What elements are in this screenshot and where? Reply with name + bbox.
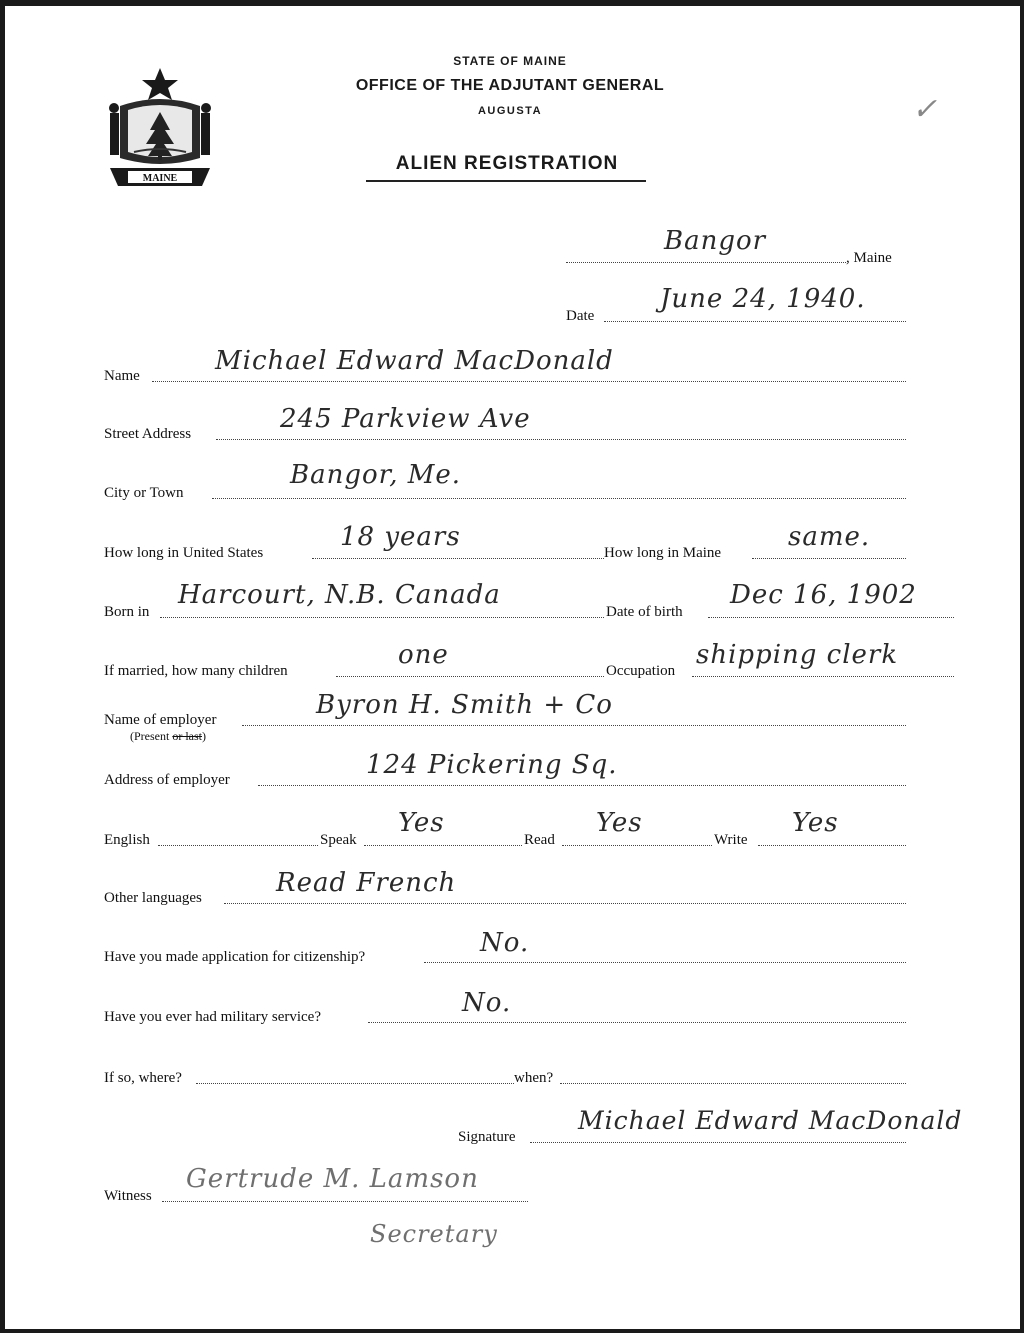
signature-value: Michael Edward MacDonald [578, 1106, 963, 1135]
citizenship-line [424, 962, 906, 963]
dob-label: Date of birth [606, 604, 683, 620]
maine-duration-label: How long in Maine [604, 545, 722, 561]
occupation-line [692, 676, 954, 677]
write-label: Write [714, 832, 748, 848]
military-label: Have you ever had military service? [104, 1009, 321, 1025]
witness-title: Secretary [370, 1220, 498, 1248]
date-label: Date [566, 308, 595, 324]
us-duration-label: How long in United States [104, 545, 264, 561]
form-title: ALIEN REGISTRATION [395, 153, 619, 174]
other-languages-label: Other languages [104, 890, 202, 906]
write-line [758, 845, 906, 846]
page-border-left [0, 0, 5, 1333]
witness-label: Witness [104, 1188, 152, 1204]
other-languages-line [224, 903, 906, 904]
page-border-bottom [0, 1329, 1024, 1333]
place-value: Bangor [664, 226, 767, 256]
page-border-top [0, 0, 1024, 6]
employer-sublabel: (Present or last) [130, 729, 206, 743]
witness-value: Gertrude M. Lamson [186, 1164, 479, 1194]
maine-duration-value: same. [788, 522, 871, 552]
where-label: If so, where? [104, 1070, 182, 1086]
children-label: If married, how many children [104, 663, 288, 679]
date-line [604, 321, 906, 322]
name-value: Michael Edward MacDonald [215, 346, 614, 376]
header-city: AUGUSTA [477, 105, 543, 117]
state-seal-icon [104, 66, 216, 190]
us-duration-value: 18 years [340, 522, 461, 552]
write-value: Yes [792, 808, 839, 838]
dob-line [708, 617, 954, 618]
place-suffix: , Maine [846, 250, 892, 266]
maine-duration-line [752, 558, 906, 559]
other-languages-value: Read French [276, 868, 457, 898]
place-line [566, 262, 846, 263]
when-line [560, 1083, 906, 1084]
city-label: City or Town [104, 485, 184, 501]
name-line [152, 381, 906, 382]
city-value: Bangor, Me. [290, 460, 462, 490]
employer-label: Name of employer [104, 712, 217, 728]
born-label: Born in [104, 604, 150, 620]
citizenship-label: Have you made application for citizenship? [104, 949, 366, 965]
when-label: when? [514, 1070, 554, 1086]
witness-line [162, 1201, 528, 1202]
page-border-right [1020, 0, 1024, 1333]
seal-ribbon-text: MAINE [142, 173, 178, 184]
speak-line [364, 845, 522, 846]
read-line [562, 845, 712, 846]
read-label: Read [524, 832, 555, 848]
signature-label: Signature [458, 1129, 516, 1145]
born-value: Harcourt, N.B. Canada [178, 580, 501, 610]
speak-value: Yes [398, 808, 445, 838]
date-value: June 24, 1940. [660, 284, 866, 314]
employer-value: Byron H. Smith + Co [316, 690, 613, 720]
military-value: No. [462, 988, 512, 1018]
city-line [212, 498, 906, 499]
dob-value: Dec 16, 1902 [730, 580, 917, 610]
where-line [196, 1083, 514, 1084]
header-state: STATE OF MAINE [453, 54, 567, 68]
employer-address-line [258, 785, 906, 786]
header-office: OFFICE OF THE ADJUTANT GENERAL [355, 77, 665, 94]
employer-line [242, 725, 906, 726]
occupation-label: Occupation [606, 663, 676, 679]
us-duration-line [312, 558, 604, 559]
military-line [368, 1022, 906, 1023]
employer-address-value: 124 Pickering Sq. [366, 750, 618, 780]
born-line [160, 617, 604, 618]
name-label: Name [104, 368, 140, 384]
children-value: one [398, 640, 449, 670]
english-line [158, 845, 318, 846]
title-underline [366, 180, 646, 182]
citizenship-value: No. [480, 928, 530, 958]
speak-label: Speak [320, 832, 357, 848]
read-value: Yes [596, 808, 643, 838]
signature-line [530, 1142, 906, 1143]
street-line [216, 439, 906, 440]
employer-address-label: Address of employer [104, 772, 230, 788]
occupation-value: shipping clerk [696, 640, 899, 670]
street-value: 245 Parkview Ave [280, 404, 531, 434]
english-label: English [104, 832, 150, 848]
children-line [336, 676, 604, 677]
street-label: Street Address [104, 426, 192, 442]
check-mark-icon: ✓ [912, 92, 938, 127]
